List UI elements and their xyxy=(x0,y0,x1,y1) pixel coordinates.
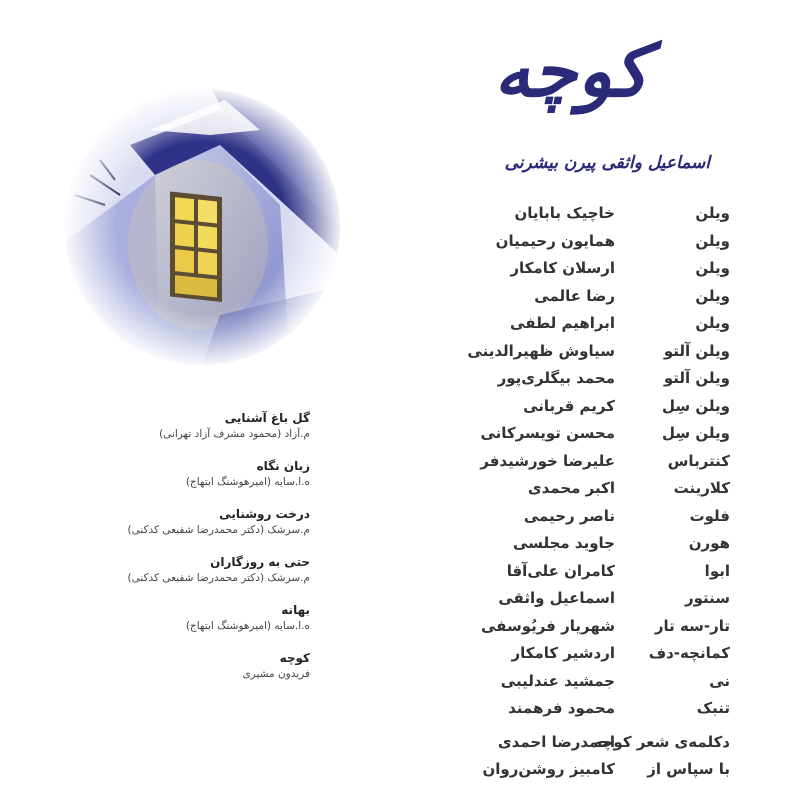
credit-row xyxy=(420,283,730,311)
credit-name: علیرضا خورشیدفر xyxy=(480,451,615,470)
album-subtitle: اسماعیل واثقی پیرن بیشرنی xyxy=(504,153,710,173)
credits-list xyxy=(420,200,730,784)
credit-name: ناصر رحیمی xyxy=(523,506,615,525)
credit-row xyxy=(420,668,730,696)
song-item xyxy=(120,602,310,634)
credit-name: کامران علی‌آقا xyxy=(506,561,615,580)
song-poet: م.سرشک (دکتر محمدرضا شفیعی کدکنی) xyxy=(127,572,310,584)
album-title-block xyxy=(450,28,710,195)
song-poet: ه.ا.سایه (امیرهوشنگ ابتهاج) xyxy=(185,620,310,632)
song-poet: م.سرشک (دکتر محمدرضا شفیعی کدکنی) xyxy=(127,524,310,536)
credit-role: کلارینت xyxy=(673,479,730,497)
credit-row xyxy=(420,448,730,476)
credit-role: ابوا xyxy=(704,561,730,580)
credit-name: سیاوش ظهیرالدینی xyxy=(467,341,615,360)
credit-role: ویلن xyxy=(695,204,730,222)
song-poet: فریدون مشیری xyxy=(242,668,310,680)
credit-row xyxy=(420,420,730,448)
credit-role: تار-سه تار xyxy=(654,616,730,635)
credit-row xyxy=(420,585,730,613)
song-item xyxy=(120,506,310,538)
credit-name: کامبیز روشن‌روان xyxy=(482,760,615,778)
credit-row xyxy=(420,255,730,283)
credit-role: ویلن آلتو xyxy=(663,369,730,387)
credit-name: احمدرضا احمدی xyxy=(497,732,615,751)
credit-name: رضا عالمی xyxy=(534,286,615,305)
credit-name: کریم قربانی xyxy=(523,396,615,415)
credit-role: با سپاس از xyxy=(647,760,730,778)
credit-role: ویلن سِل xyxy=(662,396,730,415)
credit-role: کنترباس xyxy=(667,451,730,470)
credit-role: ویلن xyxy=(695,231,730,250)
credit-name: ارسلان کامکار xyxy=(510,259,615,277)
credit-name: اکبر محمدی xyxy=(527,479,615,497)
window-painting xyxy=(60,85,345,370)
credit-name: محسن تویسرکانی xyxy=(480,424,615,442)
song-title: درخت روشنایی xyxy=(219,507,310,521)
credit-name: محمد بیگلری‌پور xyxy=(497,369,615,387)
song-item xyxy=(120,410,310,442)
song-item xyxy=(120,554,310,586)
credit-row xyxy=(420,530,730,558)
credit-name: خاچیک بابایان xyxy=(514,204,615,222)
credit-row xyxy=(420,613,730,641)
credit-name: محمود فرهمند xyxy=(508,699,615,717)
credit-name: جمشید عندلیبی xyxy=(500,671,615,690)
song-list xyxy=(120,410,310,698)
credit-role: ویلن xyxy=(695,259,730,277)
credit-role: ویلن سِل xyxy=(662,424,730,442)
song-title: حتی به روزگاران xyxy=(210,555,310,569)
credit-role: ویلن آلتو xyxy=(663,341,730,360)
credit-role: فلوت xyxy=(689,506,730,525)
credit-role: ویلن xyxy=(695,286,730,305)
credit-row xyxy=(420,200,730,228)
credit-row xyxy=(420,640,730,668)
credit-row xyxy=(420,338,730,366)
extra-credit-row xyxy=(420,729,730,757)
credit-name: ابراهیم لطفی xyxy=(510,314,615,332)
song-poet: م.آزاد (محمود مشرف آزاد تهرانی) xyxy=(159,428,310,440)
extra-credit-row xyxy=(420,756,730,784)
credit-row xyxy=(420,475,730,503)
credit-role: کمانچه-دف xyxy=(648,644,730,662)
song-poet: ه.ا.سایه (امیرهوشنگ ابتهاج) xyxy=(185,476,310,488)
credit-row xyxy=(420,393,730,421)
album-title: کوچه xyxy=(491,28,665,113)
credit-name: همایون رحیمیان xyxy=(495,231,615,250)
credit-row xyxy=(420,228,730,256)
credit-name: جاوید مجلسی xyxy=(513,534,615,552)
song-item xyxy=(120,458,310,490)
credit-role: دکلمه‌ی شعر کوچه xyxy=(593,732,730,751)
song-title: گل باغ آشنایی xyxy=(224,411,310,425)
credit-name: شهریار فریُوسفی xyxy=(480,616,615,635)
credit-role: هورن xyxy=(688,534,730,552)
song-title: کوچه xyxy=(279,651,310,665)
song-title: بهانه xyxy=(281,603,310,617)
song-title: زبان نگاه xyxy=(256,459,310,473)
credit-row xyxy=(420,310,730,338)
credit-name: اسماعیل واثقی xyxy=(498,589,615,607)
credit-row xyxy=(420,558,730,586)
credit-role: ویلن xyxy=(695,314,730,332)
credit-role: تنبک xyxy=(696,699,730,717)
song-item xyxy=(120,650,310,682)
credit-role: نی xyxy=(709,671,730,690)
credit-row xyxy=(420,365,730,393)
credit-row xyxy=(420,503,730,531)
window-illustration xyxy=(60,85,345,370)
credit-role: سنتور xyxy=(684,589,730,607)
credit-row xyxy=(420,695,730,723)
credit-name: اردشیر کامکار xyxy=(511,644,615,662)
